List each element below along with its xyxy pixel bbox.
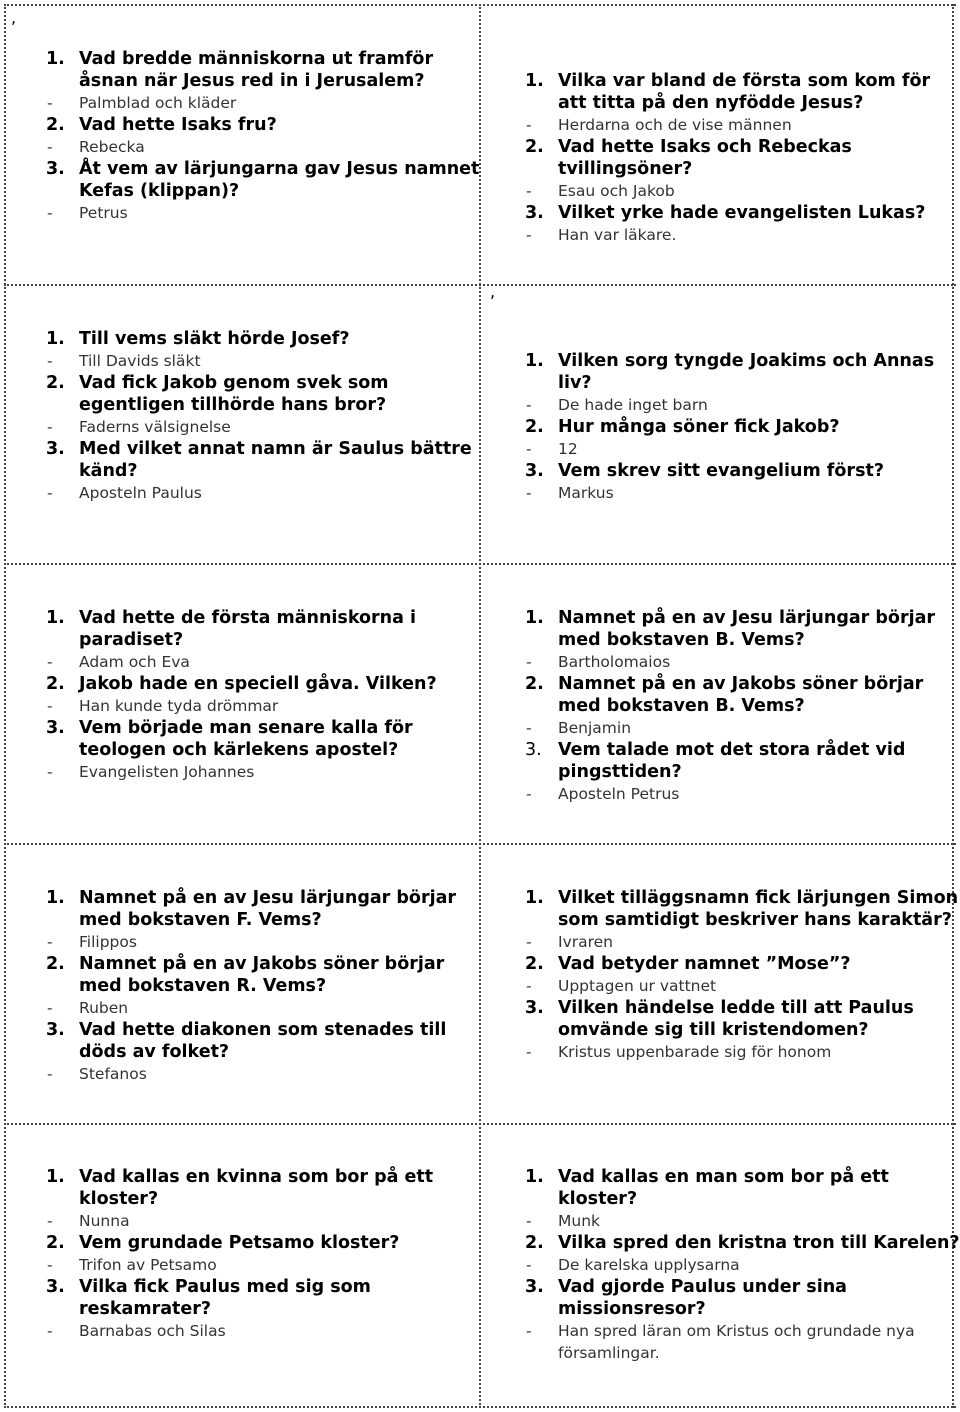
question: 2. Namnet på en av Jakobs söner börjar med bokstaven B. Vems? xyxy=(525,674,924,716)
question: 2. Vad betyder namnet ”Mose”? xyxy=(525,954,851,974)
question: 3. Vilken händelse ledde till att Paulus omvände sig till kristendomen? xyxy=(525,998,914,1040)
answer: - Rebecka xyxy=(47,138,145,156)
question: 2. Jakob hade en speciell gåva. Vilken? xyxy=(46,674,437,694)
answer: - 12 xyxy=(526,440,578,458)
question: 2. Hur många söner fick Jakob? xyxy=(525,417,840,437)
question: 3. Åt vem av lärjungarna gav Jesus namnet Kefas (klippan)? xyxy=(46,159,480,201)
answer: - Markus xyxy=(526,484,614,502)
quiz-card xyxy=(525,70,960,246)
quiz-card xyxy=(525,1166,960,1364)
answer: - Faderns välsignelse xyxy=(47,418,231,436)
question: 3. Vad gjorde Paulus under sina missionsresor? xyxy=(525,1277,847,1319)
answer: - Herdarna och de vise männen xyxy=(526,116,792,134)
answer: - Aposteln Petrus xyxy=(526,785,680,803)
quiz-card xyxy=(46,328,482,504)
answer: - Barnabas och Silas xyxy=(47,1322,226,1340)
answer: - Nunna xyxy=(47,1212,130,1230)
answer: - Munk xyxy=(526,1212,600,1230)
question: 2. Namnet på en av Jakobs söner börjar med bokstaven R. Vems? xyxy=(46,954,445,996)
answer: - Ruben xyxy=(47,999,129,1017)
question: 1. Vilket tilläggsnamn fick lärjungen Simon som samtidigt beskriver hans karaktär? xyxy=(525,888,959,930)
question: 1. Vilken sorg tyngde Joakims och Annas liv? xyxy=(525,351,935,393)
quiz-card xyxy=(46,887,482,1085)
quiz-card xyxy=(46,607,482,783)
question: 2. Vem grundade Petsamo kloster? xyxy=(46,1233,400,1253)
answer: - Esau och Jakob xyxy=(526,182,675,200)
answer: - Petrus xyxy=(47,204,128,222)
answer: - Till Davids släkt xyxy=(47,352,201,370)
question: 3. Vem talade mot det stora rådet vid pingsttiden? xyxy=(525,740,906,782)
answer: - Filippos xyxy=(47,933,137,951)
question: 2. Vilka spred den kristna tron till Karelen? xyxy=(525,1233,960,1253)
question: 1. Namnet på en av Jesu lärjungar börjar med bokstaven B. Vems? xyxy=(525,608,936,650)
answer: - Bartholomaios xyxy=(526,653,671,671)
answer: - De karelska upplysarna xyxy=(526,1256,740,1274)
cut-line xyxy=(4,4,6,1408)
question: 3. Vem skrev sitt evangelium först? xyxy=(525,461,884,481)
answer: - Aposteln Paulus xyxy=(47,484,202,502)
quiz-card xyxy=(525,607,960,805)
answer: - Han spred läran om Kristus och grundade nya församlingar. xyxy=(526,1322,915,1362)
question: 3. Vilket yrke hade evangelisten Lukas? xyxy=(525,203,926,223)
question: 1. Vad kallas en kvinna som bor på ett kloster? xyxy=(46,1167,434,1209)
quiz-card xyxy=(525,350,960,504)
answer: - Palmblad och kläder xyxy=(47,94,237,112)
question: 1. Vad bredde människorna ut framför åsnan när Jesus red in i Jerusalem? xyxy=(46,49,434,91)
answer: - Trifon av Petsamo xyxy=(47,1256,217,1274)
question: 1. Vilka var bland de första som kom för att titta på den nyfödde Jesus? xyxy=(525,71,931,113)
question: 2. Vad fick Jakob genom svek som egentligen tillhörde hans bror? xyxy=(46,373,389,415)
question: 3. Vilka fick Paulus med sig som reskamrater? xyxy=(46,1277,371,1319)
answer: - Kristus uppenbarade sig för honom xyxy=(526,1043,832,1061)
comma-mark: , xyxy=(11,8,17,27)
answer: - Adam och Eva xyxy=(47,653,190,671)
question: 2. Vad hette Isaks och Rebeckas tvillingsöner? xyxy=(525,137,852,179)
question: 3. Vad hette diakonen som stenades till döds av folket? xyxy=(46,1020,447,1062)
question: 3. Med vilket annat namn är Saulus bättre känd? xyxy=(46,439,472,481)
question: 1. Vad hette de första människorna i paradiset? xyxy=(46,608,417,650)
answer: - Evangelisten Johannes xyxy=(47,763,255,781)
answer: - Benjamin xyxy=(526,719,632,737)
question: 1. Till vems släkt hörde Josef? xyxy=(46,329,350,349)
answer: - Stefanos xyxy=(47,1065,147,1083)
quiz-card xyxy=(46,1166,482,1342)
quiz-card xyxy=(525,887,960,1063)
answer: - Han var läkare. xyxy=(526,226,677,244)
question: 2. Vad hette Isaks fru? xyxy=(46,115,277,135)
answer: - Ivraren xyxy=(526,933,614,951)
answer: - De hade inget barn xyxy=(526,396,708,414)
answer: - Han kunde tyda drömmar xyxy=(47,697,279,715)
quiz-card xyxy=(46,48,482,224)
question: 1. Vad kallas en man som bor på ett kloster? xyxy=(525,1167,889,1209)
comma-mark: , xyxy=(490,282,496,301)
question: 1. Namnet på en av Jesu lärjungar börjar med bokstaven F. Vems? xyxy=(46,888,457,930)
answer: - Upptagen ur vattnet xyxy=(526,977,717,995)
question: 3. Vem började man senare kalla för teologen och kärlekens apostel? xyxy=(46,718,413,760)
